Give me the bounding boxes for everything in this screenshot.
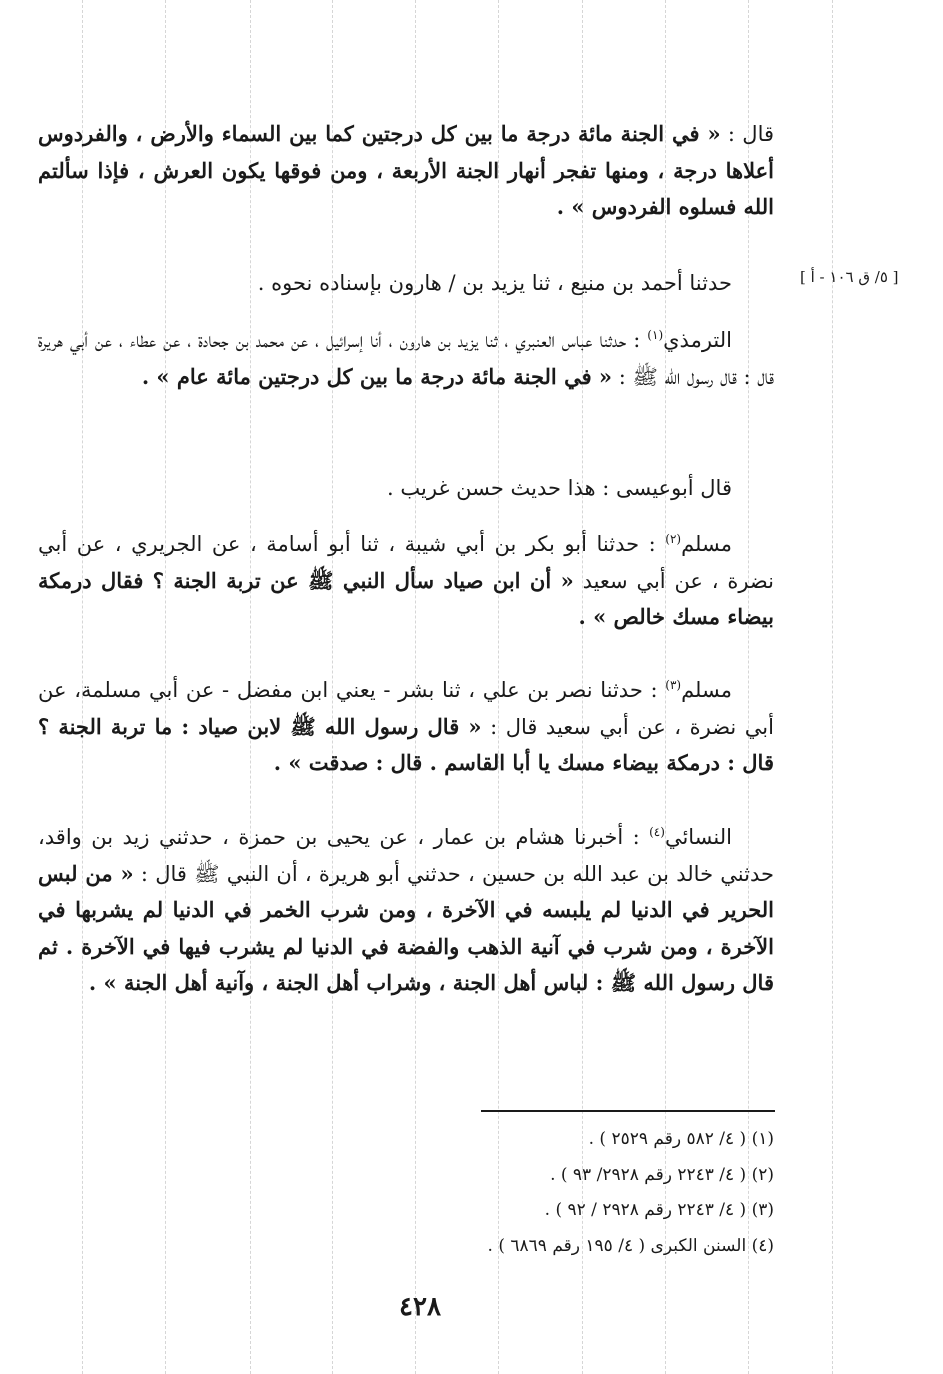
source-name: مسلم <box>681 532 732 556</box>
footnote-marker: (١) <box>647 328 664 342</box>
paragraph <box>38 820 774 1002</box>
paragraph <box>38 471 774 507</box>
footnote-marker: (٢) <box>665 532 682 546</box>
paragraph-text <box>38 471 774 507</box>
footnote: (٣) ( ٤/ ٢٢٤٣ رقم ٢٩٢٨ / ٩٢ ) . <box>544 1200 774 1220</box>
paragraph-text <box>38 323 774 395</box>
text-run: قال أبوعيسى : هذا حديث حسن غريب . <box>387 476 732 500</box>
text-run: : أخبرنا هشام بن عمار ، عن يحيى بن حمزة ، حدثني زيد بن واقد، حدثني خالد بن عبد الله بن حسين ، حدثني أبو هريرة ، أن النبي ﷺ قال : <box>38 825 774 886</box>
footnote: (٤) السنن الكبرى ( ٤/ ١٩٥ رقم ٦٨٦٩ ) . <box>487 1235 774 1256</box>
hadith-text: « قال رسول الله ﷺ لابن صياد : ما تربة الجنة ؟ قال : درمكة بيضاء مسك يا أبا القاسم . قال : صدقت » . <box>38 713 774 775</box>
scan-guide-line <box>832 0 833 1374</box>
paragraph <box>38 116 774 226</box>
footnotes <box>300 1122 774 1264</box>
paragraph <box>38 527 774 636</box>
hadith-text: « في الجنة مائة درجة ما بين كل درجتين كما بين السماء والأرض ، والفردوس أعلاها درجة ، ومنها تفجر أنهار الجنة الأربعة ، ومن فوقها يكون العرش ، فإذا سألتم الله فسلوه الفردوس » . <box>38 121 774 219</box>
text-run: : حدثنا عباس العنبري ، ثنا يزيد بن هارون ، أنا إسرائيل ، عن محمد بن جحادة ، عن عطاء ، عن أبي هريرة قال : قال رسول الله ﷺ : <box>38 328 774 389</box>
hadith-text: « من لبس الحرير في الدنيا لم يلبسه في الآخرة ، ومن شرب الخمر في الدنيا لم يشربها في الآخرة ، ومن شرب في آنية الذهب والفضة في الدنيا لم يشرب فيها في الآخرة . ثم قال رسول الله ﷺ : لباس أهل الجنة ، وشراب أهل الجنة ، وآنية أهل الجنة » . <box>38 860 774 995</box>
paragraph-text <box>38 673 774 782</box>
page-number: ٤٢٨ <box>399 1292 441 1322</box>
paragraph <box>38 266 774 302</box>
hadith-text: « أن ابن صياد سأل النبي ﷺ عن تربة الجنة ؟ فقال درمكة بيضاء مسك خالص » . <box>38 567 774 629</box>
footnote-separator <box>481 1110 775 1112</box>
footnote-marker: (٤) <box>649 825 665 839</box>
footnote: (١) ( ٤/ ٥٨٢ رقم ٢٥٢٩ ) . <box>588 1129 774 1149</box>
paragraph-text <box>38 266 774 302</box>
text-run: : حدثنا أبو بكر بن أبي شيبة ، ثنا أبو أسامة ، عن الجريري ، عن أبي نضرة ، عن أبي سعيد <box>38 532 774 593</box>
source-name: الترمذي <box>663 328 732 352</box>
paragraph-text <box>38 527 774 636</box>
paragraph <box>38 323 774 395</box>
footnote: (٢) ( ٤/ ٢٢٤٣ رقم ٢٩٢٨/ ٩٣ ) . <box>550 1164 774 1185</box>
source-name: النسائي <box>664 825 732 849</box>
source-name: مسلم <box>681 678 732 702</box>
paragraph-text <box>38 116 774 226</box>
manuscript-folio-reference: [ ٥/ ق ١٠٦ - أ ] <box>800 268 899 286</box>
paragraph-text <box>38 820 774 1002</box>
hadith-text: « في الجنة مائة درجة ما بين كل درجتين مائة عام » . <box>141 363 613 389</box>
footnote-marker: (٣) <box>665 678 682 692</box>
text-run: : حدثنا نصر بن علي ، ثنا بشر - يعني ابن مفضل - عن أبي مسلمة، عن أبي نضرة ، عن أبي سعيد قال : <box>38 678 774 739</box>
paragraph <box>38 673 774 782</box>
text-run: قال : <box>720 122 775 146</box>
text-run: حدثنا أحمد بن منيع ، ثنا يزيد بن / هارون بإسناده نحوه . <box>257 271 732 295</box>
